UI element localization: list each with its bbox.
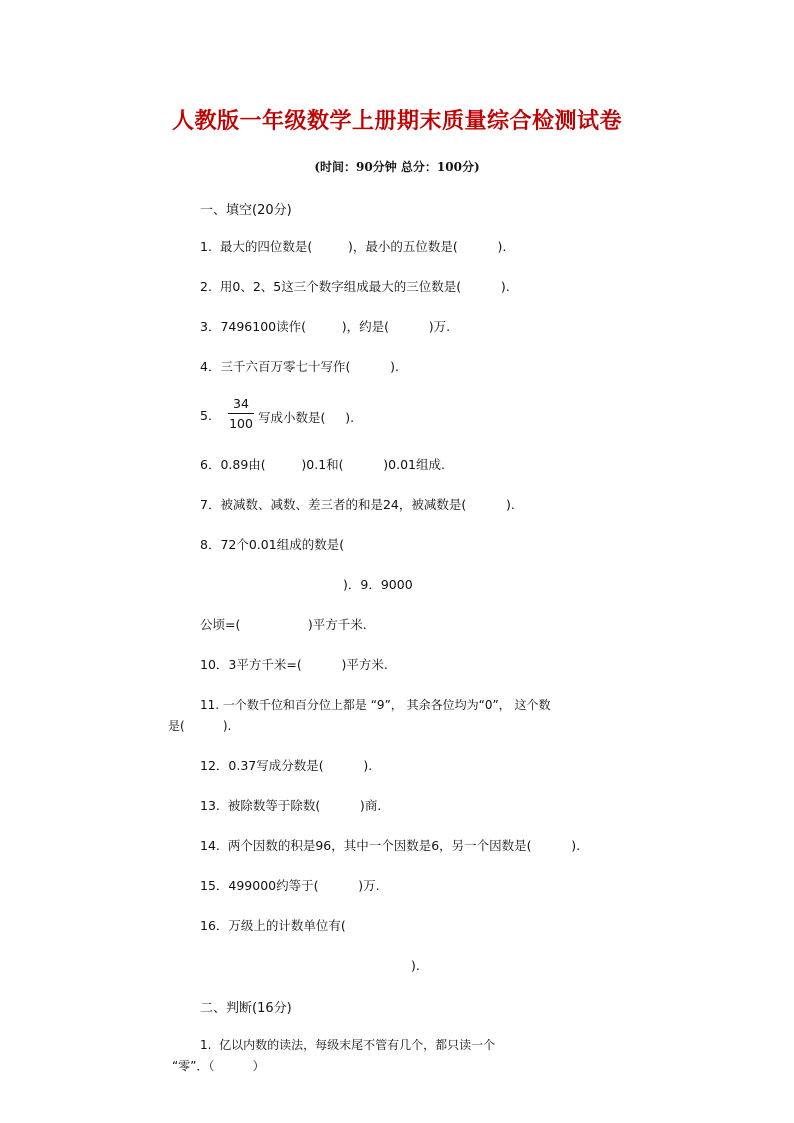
question-4: 4．三千六百万零七十写作( ). <box>200 359 399 374</box>
judge-question-1-continued: “零”．（ ） <box>172 1059 265 1073</box>
question-6: 6．0.89由( )0.1和( )0.01组成. <box>200 457 445 472</box>
question-11: 11. 一个数千位和百分位上都是 “9”， 其余各位均为“0”， 这个数 <box>200 698 551 712</box>
question-5-label: 5. <box>200 408 212 423</box>
question-16: 16．万级上的计数单位有( <box>200 918 346 933</box>
question-8-continued: )．9．9000 <box>343 577 413 592</box>
document-title: 人教版一年级数学上册期末质量综合检测试卷 <box>171 108 622 134</box>
question-12: 12．0.37写成分数是( ). <box>200 758 373 773</box>
fraction <box>228 396 254 432</box>
question-8: 8．72个0.01组成的数是( <box>200 537 345 552</box>
section-heading-fill-blank: 一、填空(20分) <box>200 203 292 218</box>
question-10: 10．3平方千米=( )平方米. <box>200 657 388 672</box>
question-7: 7．被减数、减数、差三者的和是24，被减数是( ). <box>200 497 515 512</box>
fraction-bar <box>228 413 254 414</box>
question-13: 13. 被除数等于除数( )商. <box>200 798 382 813</box>
question-14: 14. 两个因数的积是96，其中一个因数是6，另一个因数是( ). <box>200 838 581 853</box>
question-3: 3．7496100读作( )，约是( )万. <box>200 319 451 334</box>
question-15: 15．499000约等于( )万. <box>200 878 380 893</box>
question-11-continued: 是( ). <box>168 719 232 733</box>
fraction-denominator: 100 <box>229 416 253 431</box>
judge-question-1: 1. 亿以内数的读法，每级末尾不管有几个，都只读一个 <box>200 1038 496 1052</box>
question-1: 1. 最大的四位数是( )，最小的五位数是( ). <box>200 239 507 254</box>
question-2: 2. 用0、2、5这三个数字组成最大的三位数是( ). <box>200 279 510 294</box>
section-heading-true-false: 二、判断(16分) <box>200 1001 292 1016</box>
question-16-continued: ). <box>411 958 420 973</box>
fraction-numerator: 34 <box>233 396 249 411</box>
question-5-text: 写成小数是( ). <box>258 410 355 425</box>
document-subtitle: (时间：90分钟 总分：100分) <box>314 160 480 174</box>
question-9: 公顷=( )平方千米. <box>200 617 367 632</box>
